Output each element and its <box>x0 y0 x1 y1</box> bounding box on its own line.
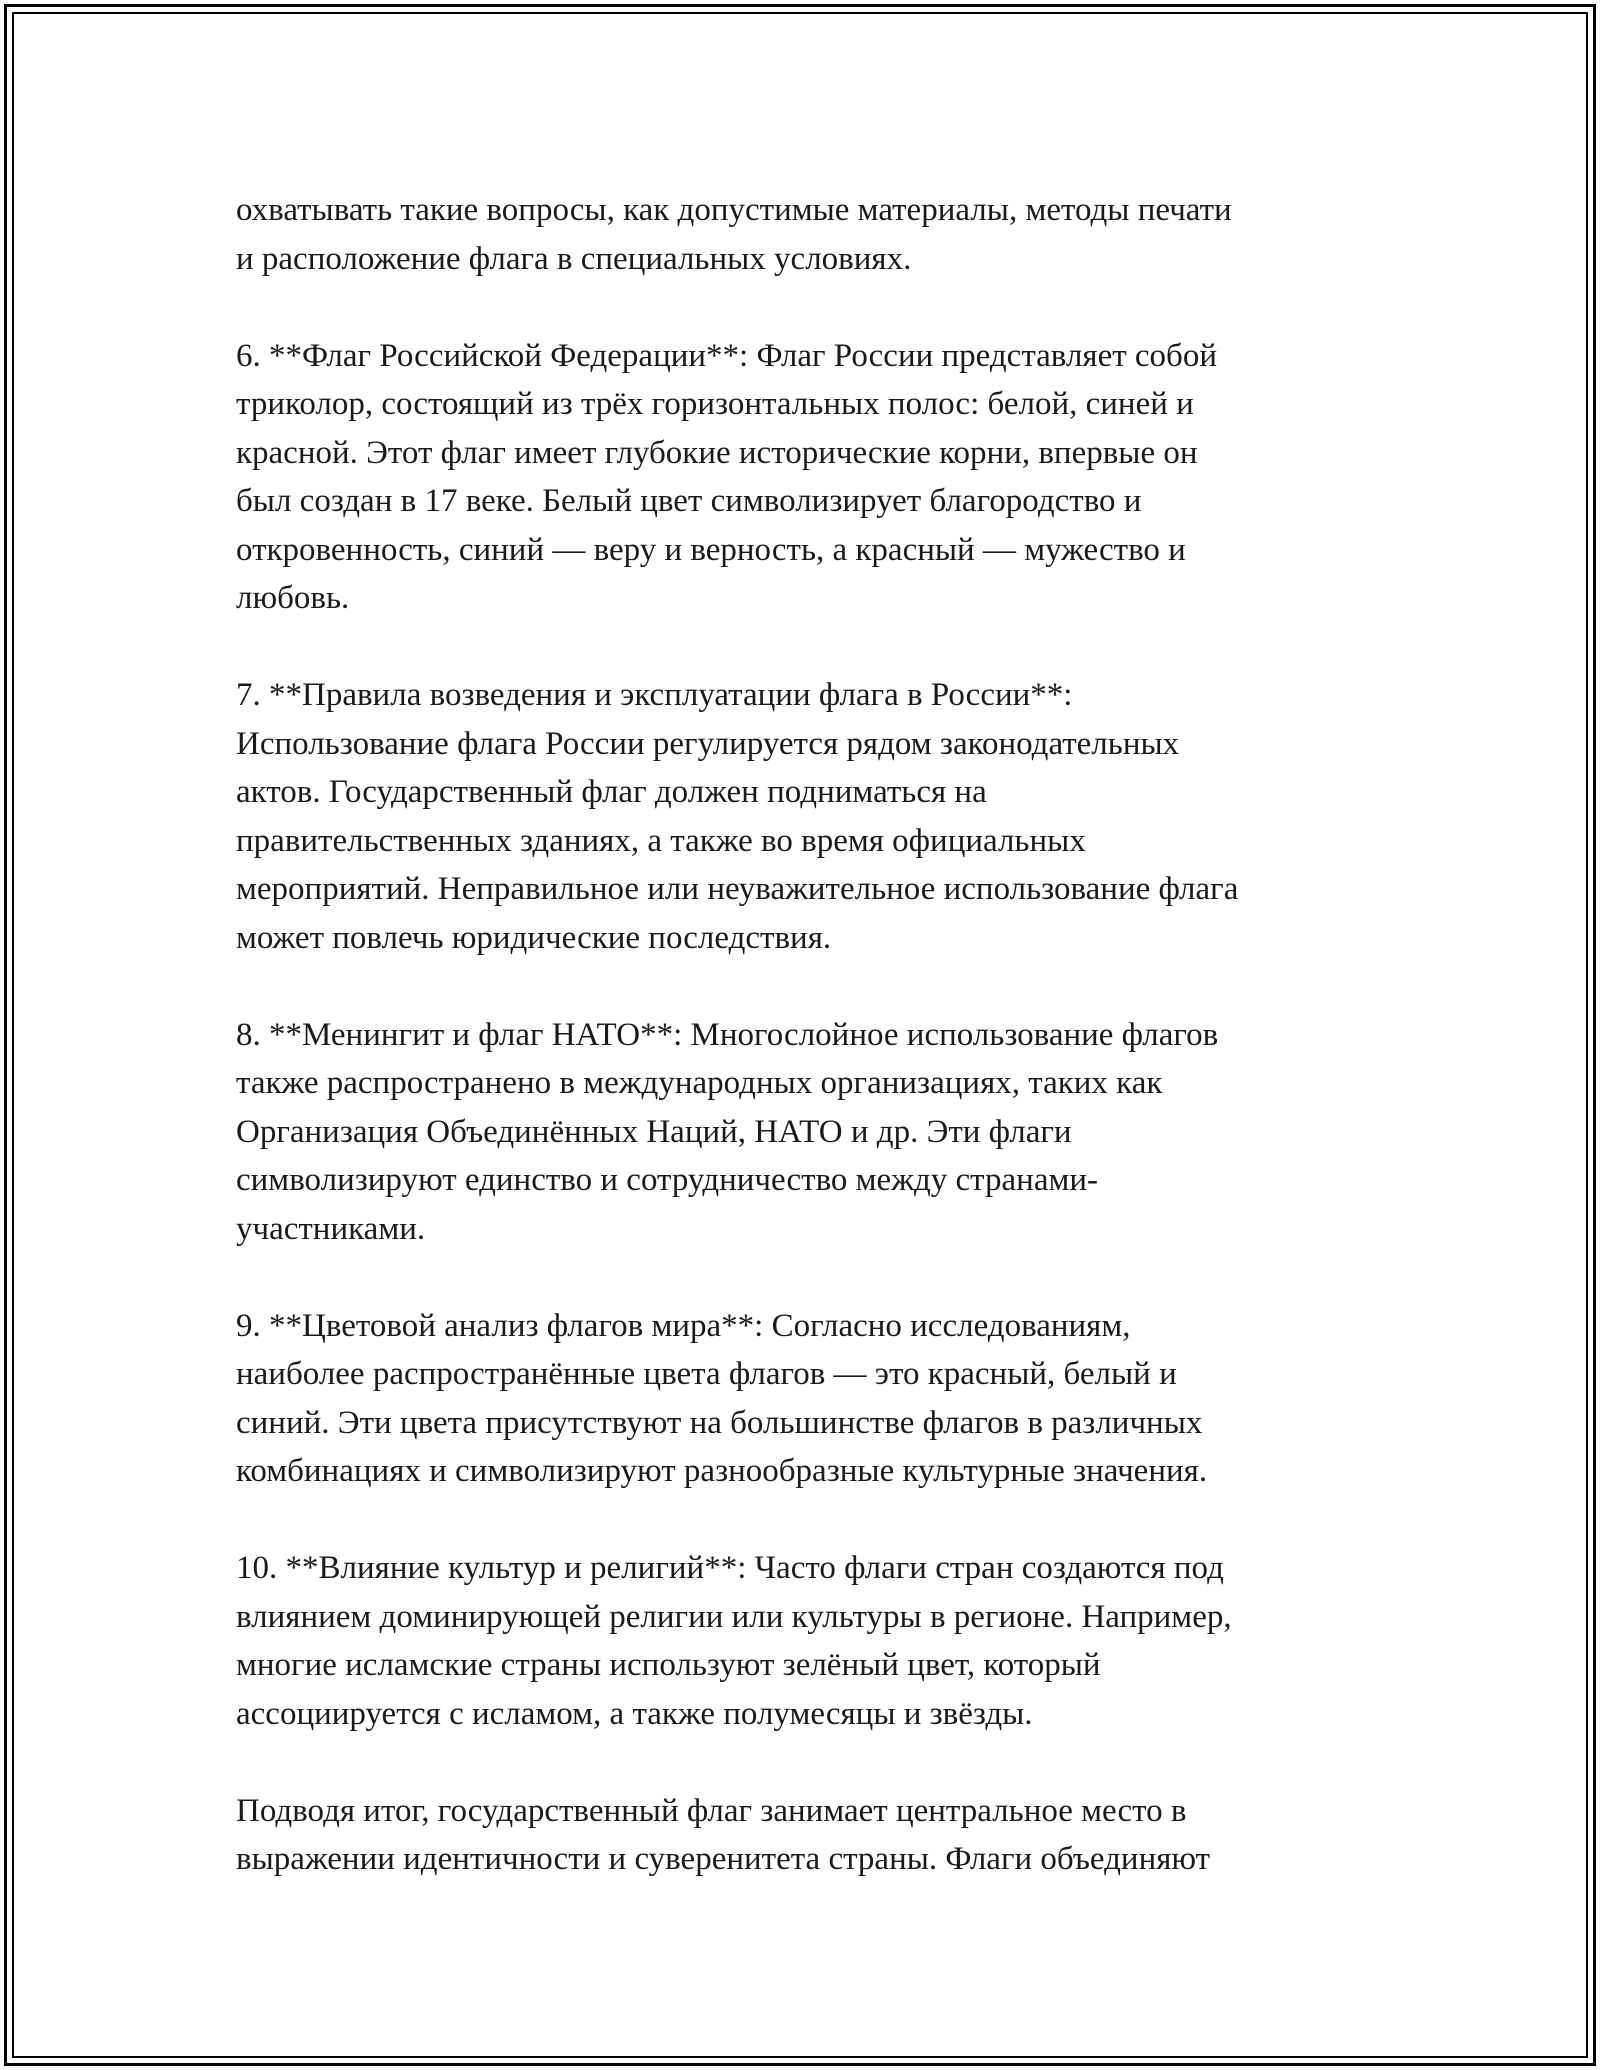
paragraph-conclusion: Подводя итог, государственный флаг занимает центральное место в выражении идентичности и суверенитета страны. Флаги объединяют <box>236 1792 1211 1877</box>
paragraph-item-7: 7. **Правила возведения и эксплуатации флага в России**: Использование флага России регулируется рядом законодательных актов. Государственный флаг должен подниматься на правительственных зданиях, а также во время официальных мероприятий. Неправильное или неуважительное использование флага может повлечь юридические последствия. <box>236 677 1239 956</box>
paragraph-item-8: 8. **Менингит и флаг НАТО**: Многослойное использование флагов также распространено в международных организациях, таких как Организация Объединённых Наций, НАТО и др. Эти флаги символизируют единство и сотрудничество между странами- участниками. <box>236 1016 1219 1247</box>
paragraph-item-6: 6. **Флаг Российской Федерации**: Флаг России представляет собой триколор, состоящий из трёх горизонтальных полос: белой, синей и красной. Этот флаг имеет глубокие исторические корни, впервые он был создан в 17 веке. Белый цвет символизирует благородство и откровенность, синий — веру и верность, а красный — мужество и любовь. <box>236 337 1218 616</box>
paragraph-continuation: охватывать такие вопросы, как допустимые материалы, методы печати и расположение флага в специальных условиях. <box>236 192 1232 277</box>
paragraph-item-10: 10. **Влияние культур и религий**: Часто флаги стран создаются под влиянием доминирующей религии или культуры в регионе. Например, многие исламские страны используют зелёный цвет, который ассоциируется с исламом, а также полумесяцы и звёзды. <box>236 1550 1232 1732</box>
document-body <box>236 186 1366 1884</box>
paragraph-item-9: 9. **Цветовой анализ флагов мира**: Согласно исследованиям, наиболее распространённые цвета флагов — это красный, белый и синий. Эти цвета присутствуют на большинстве флагов в различных комбинациях и символизируют разнообразные культурные значения. <box>236 1307 1208 1489</box>
